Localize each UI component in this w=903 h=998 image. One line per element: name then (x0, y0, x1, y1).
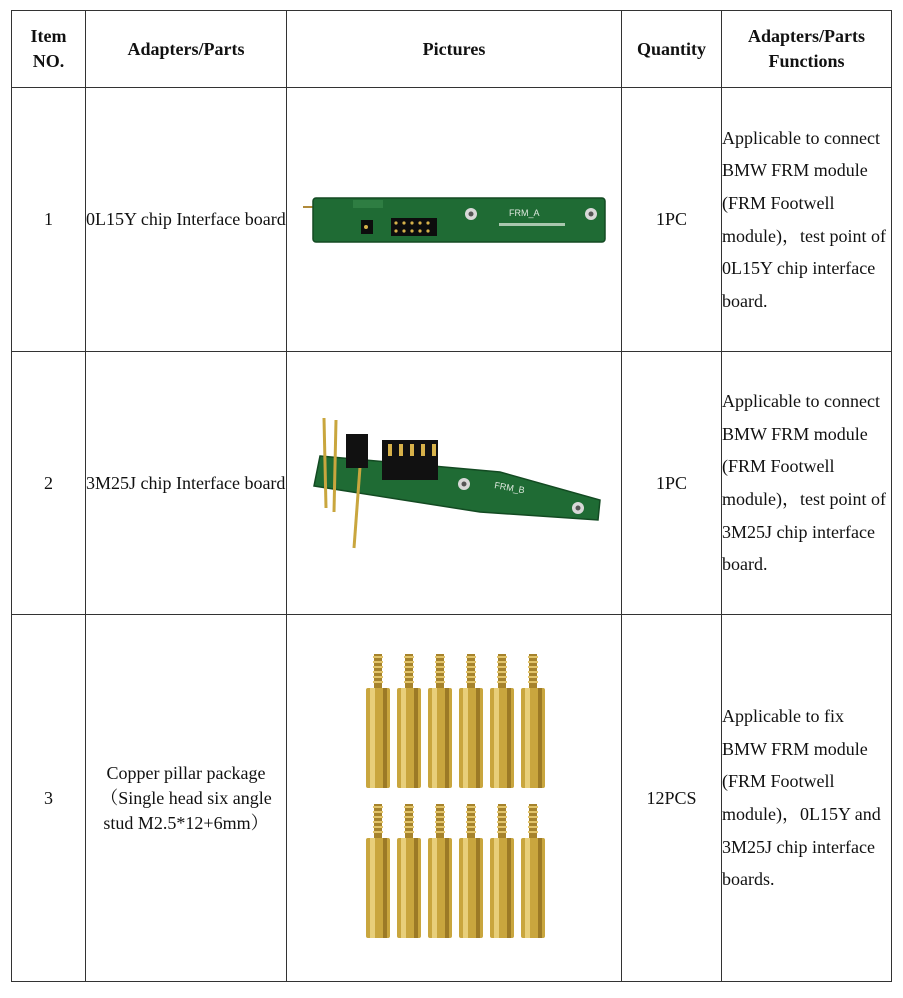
copper-pillar (397, 654, 421, 788)
copper-pillar (459, 654, 483, 788)
part-picture-frm-a-board (287, 88, 622, 352)
part-picture-copper-pillars (287, 615, 622, 982)
copper-pillar (366, 654, 390, 788)
frm-b-board-image (304, 416, 604, 551)
copper-pillar (521, 654, 545, 788)
copper-pillar (428, 654, 452, 788)
copper-pillar (521, 804, 545, 938)
frm-a-board-image (299, 190, 609, 250)
part-function: Applicable to connect BMW FRM module (FRM Footwell module)，test point of 0L15Y chip interface board. (722, 88, 892, 352)
header-quantity: Quantity (622, 11, 722, 88)
copper-pillar-image (354, 648, 554, 948)
item-number: 1 (12, 88, 86, 352)
copper-pillar (366, 804, 390, 938)
part-name: Copper pillar package（Single head six angle stud M2.5*12+6mm） (86, 615, 287, 982)
board-label: FRM_A (509, 207, 540, 218)
quantity: 1PC (622, 352, 722, 615)
header-row (12, 11, 892, 88)
table-row (12, 615, 892, 982)
copper-pillar (459, 804, 483, 938)
item-number: 3 (12, 615, 86, 982)
copper-pillar (490, 654, 514, 788)
copper-pillar (397, 804, 421, 938)
copper-pillar (428, 804, 452, 938)
item-number: 2 (12, 352, 86, 615)
header-adapters: Adapters/Parts (86, 11, 287, 88)
header-item-no: Item NO. (12, 11, 86, 88)
parts-table (11, 10, 892, 982)
part-name: 0L15Y chip Interface board (86, 88, 287, 352)
part-function: Applicable to connect BMW FRM module (FRM Footwell module)，test point of 3M25J chip interface board. (722, 352, 892, 615)
part-function: Applicable to fix BMW FRM module (FRM Footwell module)，0L15Y and 3M25J chip interface boards. (722, 615, 892, 982)
copper-pillar (490, 804, 514, 938)
header-pictures: Pictures (287, 11, 622, 88)
part-picture-frm-b-board (287, 352, 622, 615)
table-row (12, 352, 892, 615)
board-label: FRM_B (493, 479, 526, 495)
header-functions: Adapters/Parts Functions (722, 11, 892, 88)
part-name: 3M25J chip Interface board (86, 352, 287, 615)
quantity: 12PCS (622, 615, 722, 982)
table-row (12, 88, 892, 352)
quantity: 1PC (622, 88, 722, 352)
